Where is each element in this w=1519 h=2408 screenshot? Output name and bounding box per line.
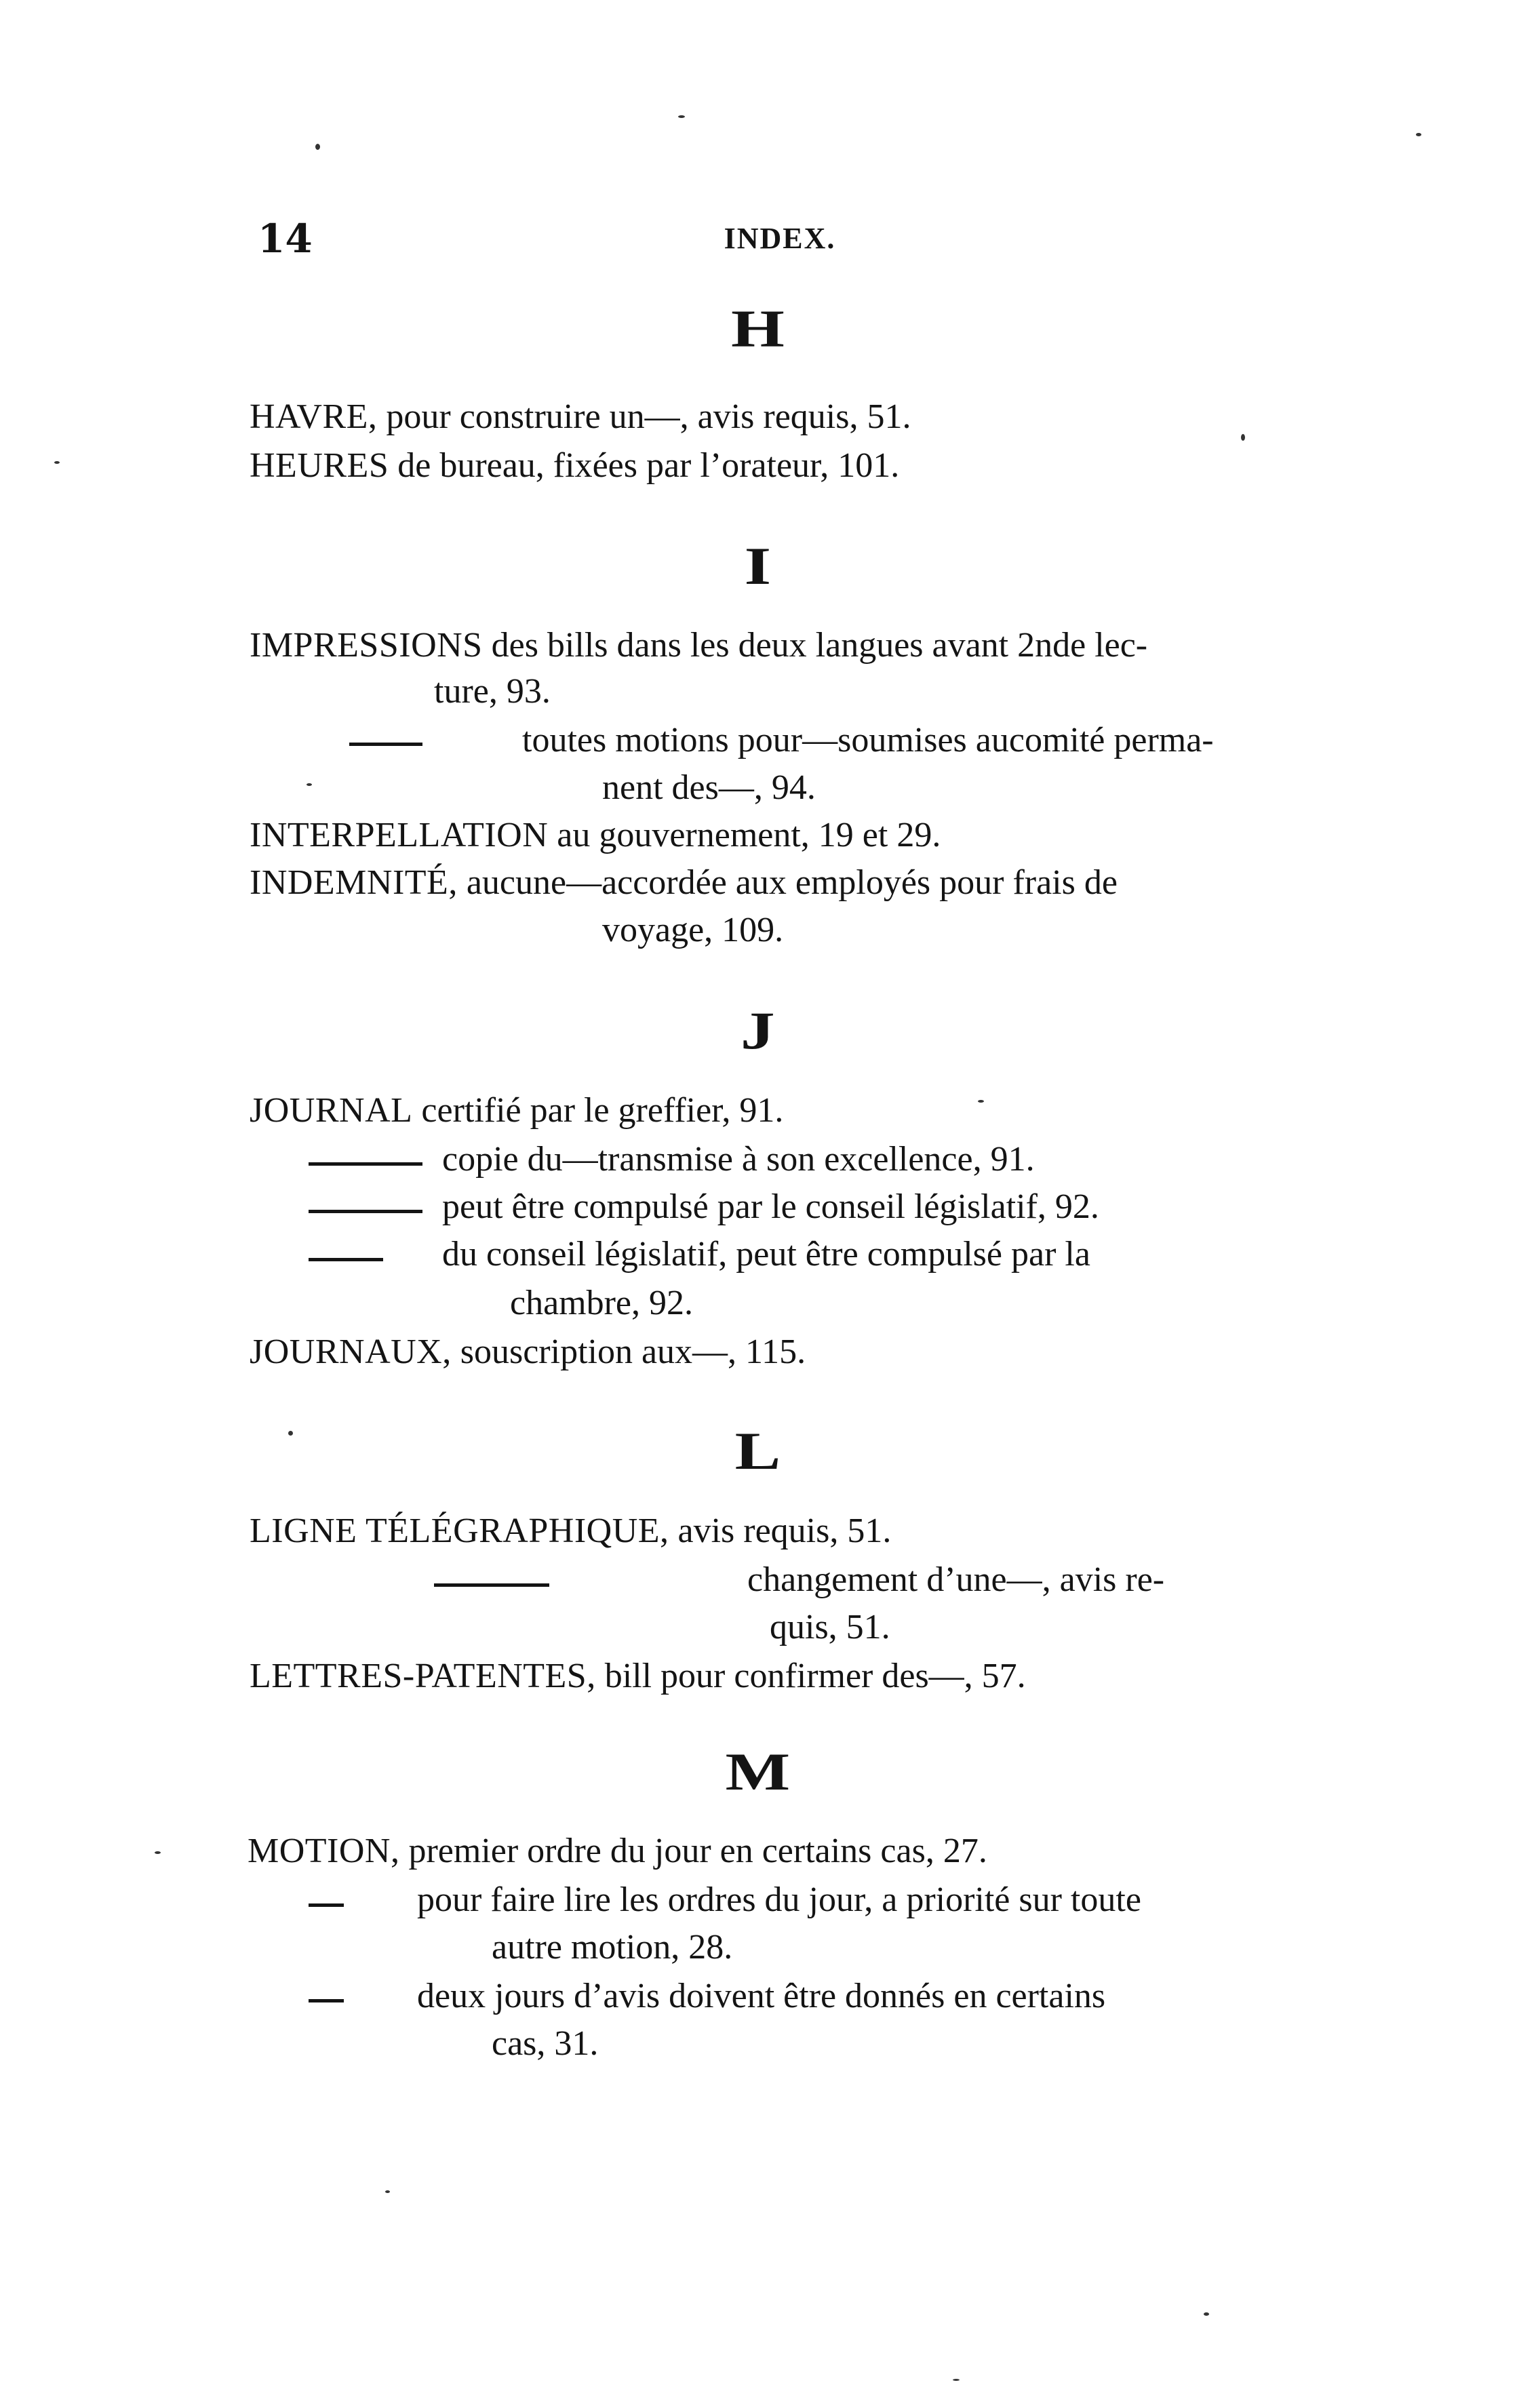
entry-continuation: nent des—, 94. bbox=[602, 768, 816, 807]
page-header bbox=[251, 216, 1309, 263]
entry-continuation: ture, 93. bbox=[434, 672, 551, 711]
entry-text: bill pour confirmer des—, 57. bbox=[595, 1657, 1026, 1695]
section-letter-h: H bbox=[730, 299, 789, 358]
section-letter-j: J bbox=[741, 1001, 778, 1060]
entry-head: LIGNE TÉLÉGRAPHIQUE, bbox=[250, 1512, 669, 1550]
ditto-dash bbox=[309, 1162, 422, 1166]
entry-continuation: voyage, 109. bbox=[602, 911, 784, 949]
scan-speck bbox=[1241, 434, 1245, 441]
entry-continuation: quis, 51. bbox=[770, 1608, 890, 1646]
section-letter-l: L bbox=[734, 1421, 785, 1480]
scan-speck bbox=[953, 2379, 960, 2381]
index-subentry-copie: copie du—transmise à son excellence, 91. bbox=[442, 1140, 1035, 1179]
entry-text: premier ordre du jour en certains cas, 27. bbox=[399, 1832, 987, 1870]
index-entry-havre bbox=[250, 397, 911, 437]
index-entry-indemnite bbox=[250, 863, 1118, 903]
ditto-dash bbox=[434, 1583, 549, 1587]
index-entry-ligne bbox=[250, 1511, 891, 1552]
index-entry-journaux bbox=[250, 1332, 806, 1373]
index-subentry-compulse: peut être compulsé par le conseil législatif, 92. bbox=[442, 1187, 1099, 1226]
scan-speck bbox=[1204, 2312, 1209, 2316]
entry-continuation: autre motion, 28. bbox=[492, 1928, 733, 1967]
section-letter-m: M bbox=[725, 1742, 794, 1801]
index-entry-interpellation bbox=[250, 815, 941, 856]
index-subentry-ordres: pour faire lire les ordres du jour, a priorité sur toute bbox=[417, 1880, 1141, 1919]
scan-speck bbox=[678, 115, 685, 118]
entry-text: des bills dans les deux langues avant 2nde lec- bbox=[482, 626, 1148, 665]
entry-text: aucune—accordée aux employés pour frais de bbox=[457, 863, 1118, 902]
entry-continuation: cas, 31. bbox=[492, 2024, 599, 2063]
scan-speck bbox=[288, 1431, 293, 1436]
entry-text: au gouvernement, 19 et 29. bbox=[548, 816, 941, 854]
scan-speck bbox=[155, 1851, 161, 1854]
entry-text: avis requis, 51. bbox=[669, 1512, 892, 1550]
index-subentry-motions: toutes motions pour—soumises aucomité perma- bbox=[522, 721, 1214, 759]
scan-speck bbox=[307, 783, 312, 786]
scan-speck bbox=[54, 461, 60, 464]
entry-head: JOURNAUX, bbox=[250, 1333, 452, 1371]
ditto-dash bbox=[309, 1210, 422, 1213]
entry-text: pour construire un—, avis requis, 51. bbox=[377, 397, 911, 436]
scan-speck bbox=[315, 144, 320, 150]
scan-speck bbox=[1416, 133, 1421, 136]
scan-speck bbox=[385, 2190, 390, 2193]
entry-continuation: chambre, 92. bbox=[510, 1284, 694, 1322]
index-subentry-conseil: du conseil législatif, peut être compulsé par la bbox=[442, 1235, 1090, 1274]
section-letter-i: I bbox=[744, 536, 775, 595]
entry-head: INTERPELLATION bbox=[250, 816, 549, 854]
ditto-dash bbox=[309, 1999, 344, 2002]
index-subentry-changement: changement d’une—, avis re- bbox=[747, 1560, 1165, 1599]
index-entry-motion bbox=[248, 1831, 987, 1872]
ditto-dash bbox=[309, 1258, 383, 1261]
entry-head: LETTRES-PATENTES, bbox=[250, 1657, 596, 1695]
ditto-dash bbox=[349, 743, 422, 746]
page-number: 14 bbox=[258, 216, 313, 262]
entry-head: JOURNAL bbox=[250, 1091, 413, 1130]
entry-text: souscription aux—, 115. bbox=[451, 1333, 806, 1371]
entry-head: INDEMNITÉ, bbox=[250, 863, 458, 902]
ditto-dash bbox=[309, 1903, 344, 1907]
index-entry-journal bbox=[250, 1090, 783, 1131]
index-entry-lettres-patentes bbox=[250, 1656, 1026, 1697]
entry-head: HEURES bbox=[250, 446, 389, 485]
entry-text: de bureau, fixées par l’orateur, 101. bbox=[389, 446, 900, 485]
index-subentry-avis: deux jours d’avis doivent être donnés en certains bbox=[417, 1977, 1106, 2015]
scan-speck bbox=[978, 1100, 984, 1103]
entry-head: HAVRE, bbox=[250, 397, 378, 436]
running-title: INDEX. bbox=[724, 222, 836, 255]
index-entry-impressions bbox=[250, 625, 1147, 666]
entry-head: IMPRESSIONS bbox=[250, 626, 483, 665]
index-entry-heures bbox=[250, 446, 899, 486]
entry-text: certifié par le greffier, 91. bbox=[412, 1091, 784, 1130]
entry-head: MOTION, bbox=[248, 1832, 400, 1870]
